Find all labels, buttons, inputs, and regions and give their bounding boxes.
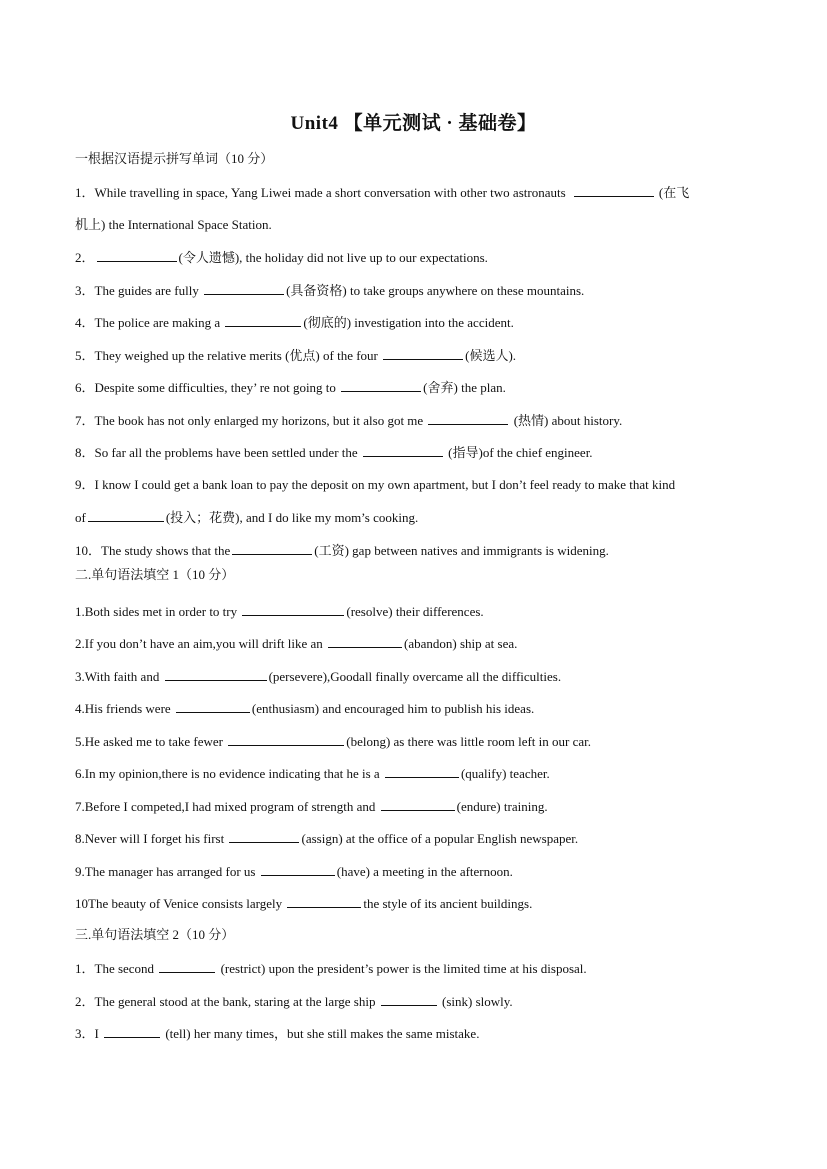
question-text: 2.If you don’t have an aim,you will drift like an [75,636,323,651]
question-2-4 [75,699,755,718]
answer-blank[interactable] [381,992,437,1006]
answer-blank[interactable] [176,699,250,713]
answer-blank[interactable] [159,959,215,973]
question-2-7 [75,797,755,816]
answer-blank[interactable] [428,411,508,425]
question-text: (enthusiasm) and encouraged him to publish his ideas. [251,701,535,716]
question-2-9 [75,862,755,881]
question-2-6 [75,764,755,783]
question-1-2 [75,248,755,267]
question-text: 4.His friends were [75,701,171,716]
question-text: 6.In my opinion,there is no evidence indicating that he is a [75,766,380,781]
question-text: 9.The manager has arranged for us [75,864,256,879]
question-text: 1．While travelling in space, Yang Liwei made a short conversation with other two astronauts [75,185,566,200]
question-3-1 [75,959,755,978]
question-text: of [75,510,86,525]
question-2-5 [75,732,755,751]
question-text: 3．I [75,1026,99,1041]
question-text: 4．The police are making a [75,315,221,330]
question-text: (工资) gap between natives and immigrants is widening. [314,543,609,558]
question-text: (persevere),Goodall finally overcame all the difficulties. [268,669,562,684]
question-3-2 [75,992,755,1011]
question-text: 7．The book has not only enlarged my horizons, but it also got me [75,413,424,428]
section-heading: 一根据汉语提示拼写单词（10 分） [75,151,274,166]
answer-blank[interactable] [341,378,421,392]
question-text: (assign) at the office of a popular English newspaper. [301,831,579,846]
question-3-3 [75,1024,755,1043]
answer-blank[interactable] [97,248,177,262]
question-text: (候选人). [465,348,517,363]
section-heading: 三.单句语法填空 2（10 分） [75,927,235,942]
question-hint: (在飞 [658,185,690,200]
question-text: (qualify) teacher. [460,766,550,781]
question-text: the style of its ancient buildings. [363,896,533,911]
question-1-1-cont: 机上) the International Space Station. [75,217,272,232]
question-text: 8．So far all the problems have been settled under the [75,445,358,460]
question-1-3 [75,281,755,300]
question-text: (令人遗憾), the holiday did not live up to our expectations. [178,250,488,265]
question-text: (resolve) their differences. [346,604,484,619]
question-text: (endure) training. [456,799,548,814]
question-1-4 [75,313,755,332]
question-text: (彻底的) investigation into the accident. [303,315,514,330]
question-text: 3.With faith and [75,669,160,684]
question-1-6 [75,378,755,397]
question-1-7 [75,411,755,430]
answer-blank[interactable] [204,281,284,295]
question-text: 1．The second [75,961,155,976]
question-text: (具备资格) to take groups anywhere on these mountains. [286,283,585,298]
answer-blank[interactable] [328,634,402,648]
question-1-8 [75,443,755,462]
question-text: (舍弃) the plan. [423,380,506,395]
answer-blank[interactable] [381,797,455,811]
question-text: (tell) her many times，but she still makes the same mistake. [165,1026,480,1041]
question-text: 5．They weighed up the relative merits (优点) of the four [75,348,378,363]
answer-blank[interactable] [574,183,654,197]
question-text: (belong) as there was little room left in our car. [346,734,592,749]
question-text: (投入；花费), and I do like my mom’s cooking. [165,510,419,525]
question-2-10 [75,894,755,913]
question-text: (sink) slowly. [441,994,513,1009]
question-text: 3．The guides are fully [75,283,199,298]
question-1-9-cont [75,508,755,527]
question-text: (restrict) upon the president’s power is the limited time at his disposal. [220,961,587,976]
answer-blank[interactable] [385,764,459,778]
answer-blank[interactable] [261,862,335,876]
question-text: 8.Never will I forget his first [75,831,225,846]
section-heading: 二.单句语法填空 1（10 分） [75,567,235,582]
question-text: 1.Both sides met in order to try [75,604,238,619]
answer-blank[interactable] [287,894,361,908]
question-number: 2． [75,250,95,265]
question-text: (热情) about history. [513,413,623,428]
answer-blank[interactable] [232,541,312,555]
question-2-8 [75,829,755,848]
answer-blank[interactable] [363,443,443,457]
answer-blank[interactable] [383,346,463,360]
answer-blank[interactable] [242,602,344,616]
answer-blank[interactable] [229,829,299,843]
answer-blank[interactable] [104,1024,160,1038]
answer-blank[interactable] [228,732,344,746]
question-text: (指导)of the chief engineer. [448,445,593,460]
question-text: 7.Before I competed,I had mixed program of strength and [75,799,376,814]
question-text: 10．The study shows that the [75,543,231,558]
question-2-2 [75,634,755,653]
question-1-9: 9．I know I could get a bank loan to pay the deposit on my own apartment, but I don’t feel ready to make that kind [75,477,676,492]
question-text: 6．Despite some difficulties, they’ re not going to [75,380,336,395]
question-text: 10The beauty of Venice consists largely [75,896,283,911]
question-2-3 [75,667,755,686]
question-text: 5.He asked me to take fewer [75,734,223,749]
question-text: (have) a meeting in the afternoon. [336,864,513,879]
answer-blank[interactable] [88,508,164,522]
question-1-1 [75,183,755,202]
question-2-1 [75,602,755,621]
question-1-10 [75,541,755,560]
question-text: (abandon) ship at sea. [404,636,518,651]
page-title: Unit4 【单元测试 · 基础卷】 [290,113,537,134]
answer-blank[interactable] [165,667,267,681]
question-1-5 [75,346,755,365]
question-text: 2．The general stood at the bank, staring at the large ship [75,994,376,1009]
answer-blank[interactable] [225,313,301,327]
